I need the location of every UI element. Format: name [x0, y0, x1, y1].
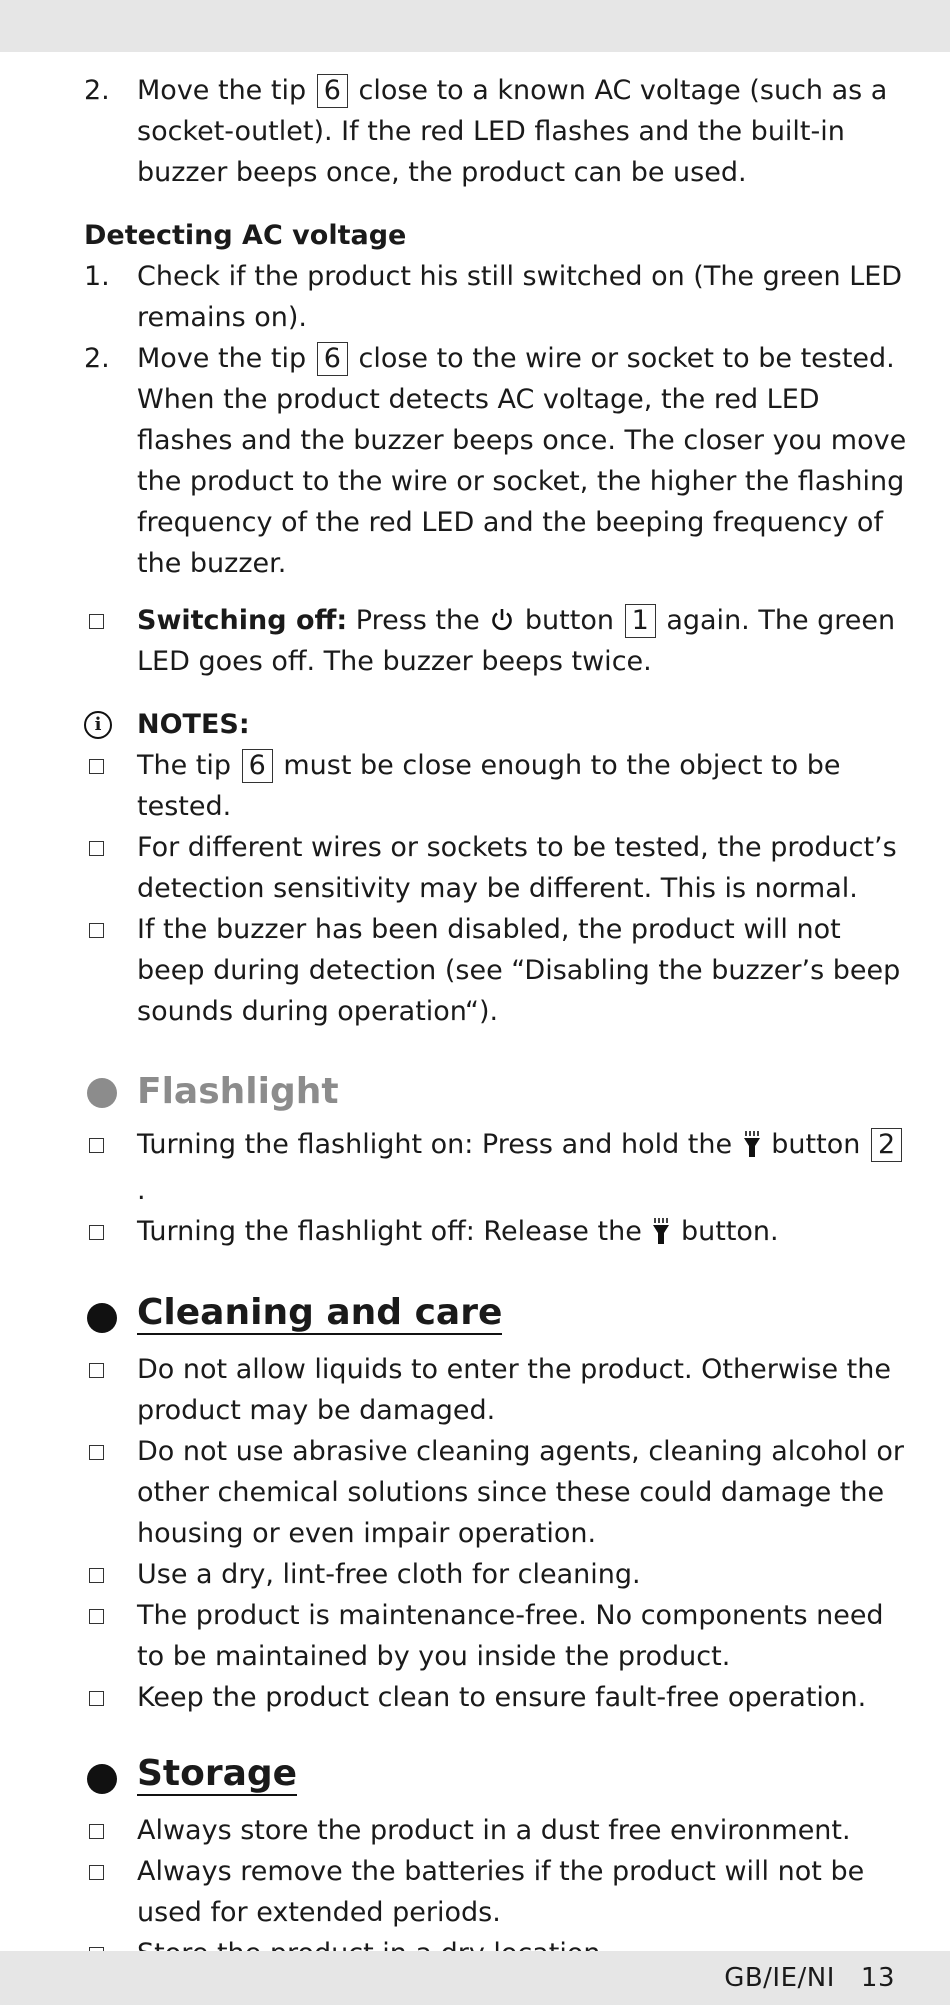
notes-header	[0, 704, 950, 745]
info-icon: i	[84, 711, 112, 739]
list-item	[0, 1431, 950, 1554]
list-item-text: The product is maintenance-free. No components need to be maintained by you inside the product.	[137, 1600, 884, 1672]
ref-box: 6	[242, 749, 273, 783]
note-text: If the buzzer has been disabled, the product will not beep during detection (see “Disabling the buzzer’s beep sounds during operation“).	[137, 914, 901, 1027]
switch-off-text-pre: Press the	[347, 605, 489, 636]
switch-off-text-mid: button	[516, 605, 623, 636]
list-item-text: Always remove the batteries if the product will not be used for extended periods.	[137, 1856, 865, 1928]
step-text-pre: Move the tip	[137, 343, 315, 374]
note-item	[0, 745, 950, 827]
checkbox-square-icon	[89, 614, 104, 629]
detecting-heading: Detecting AC voltage	[84, 220, 407, 251]
checkbox-square-icon	[89, 1225, 104, 1240]
checkbox-square-icon	[89, 923, 104, 938]
section-bullet-icon	[87, 1078, 117, 1108]
checkbox-square-icon	[89, 759, 104, 774]
page-footer	[724, 1963, 895, 1993]
section-title: Storage	[137, 1753, 298, 1794]
switch-off-text-post: again. The green LED goes off. The buzzer beeps twice.	[137, 605, 896, 677]
step-number: 2.	[84, 75, 110, 106]
checkbox-square-icon	[89, 1691, 104, 1706]
note-item	[0, 909, 950, 1032]
step-test-2	[0, 70, 950, 193]
checkbox-square-icon	[89, 1824, 104, 1839]
footer-region: GB/IE/NI	[724, 1963, 835, 1993]
list-item-text: Use a dry, lint-free cloth for cleaning.	[137, 1559, 641, 1590]
checkbox-square-icon	[89, 1865, 104, 1880]
list-item	[0, 1677, 950, 1718]
flashlight-icon	[652, 1216, 670, 1257]
list-item-text: Always store the product in a dust free environment.	[137, 1815, 851, 1846]
flashlight-on-text-pre: Turning the flashlight on: Press and hold the	[137, 1129, 741, 1160]
checkbox-square-icon	[89, 1138, 104, 1153]
ref-box: 6	[317, 342, 348, 376]
ref-box: 2	[871, 1128, 902, 1162]
note-text-pre: The tip	[137, 750, 240, 781]
ref-box: 6	[317, 74, 348, 108]
page-content	[0, 70, 950, 1974]
flashlight-off-text-pre: Turning the flashlight off: Release the	[137, 1216, 651, 1247]
section-flashlight	[0, 1068, 950, 1116]
switch-off-label: Switching off:	[137, 605, 348, 636]
power-icon	[490, 604, 514, 630]
list-item	[0, 1810, 950, 1851]
list-item	[0, 1851, 950, 1933]
flashlight-on-item	[0, 1124, 950, 1211]
checkbox-square-icon	[89, 1445, 104, 1460]
flashlight-on-text-mid: button	[762, 1129, 869, 1160]
list-item	[0, 1349, 950, 1431]
checkbox-square-icon	[89, 1363, 104, 1378]
checkbox-square-icon	[89, 1568, 104, 1583]
notes-title: NOTES:	[137, 709, 250, 740]
checkbox-square-icon	[89, 841, 104, 856]
detecting-step-1	[0, 256, 950, 338]
list-item-text: Do not use abrasive cleaning agents, cleaning alcohol or other chemical solutions since these could damage the housing or even impair operation.	[137, 1436, 905, 1549]
note-text: For different wires or sockets to be tested, the product’s detection sensitivity may be different. This is normal.	[137, 832, 897, 904]
list-item-text: Do not allow liquids to enter the product. Otherwise the product may be damaged.	[137, 1354, 891, 1426]
checkbox-square-icon	[89, 1609, 104, 1624]
list-item	[0, 1595, 950, 1677]
section-title: Cleaning and care	[137, 1292, 503, 1333]
section-bullet-icon	[87, 1303, 117, 1333]
flashlight-icon	[743, 1129, 761, 1170]
ref-box: 1	[625, 604, 656, 638]
flashlight-off-text-post: button.	[672, 1216, 779, 1247]
list-item	[0, 1554, 950, 1595]
section-cleaning	[0, 1293, 950, 1341]
detecting-step-2	[0, 338, 950, 584]
flashlight-on-text-post: .	[137, 1175, 146, 1206]
step-number: 2.	[84, 343, 110, 374]
page-number: 13	[860, 1963, 895, 1993]
step-number: 1.	[84, 261, 110, 292]
note-item	[0, 827, 950, 909]
step-text-post: close to a known AC voltage (such as a socket-outlet). If the red LED flashes and the built-in buzzer beeps once, the product can be used.	[137, 75, 888, 188]
section-storage	[0, 1754, 950, 1802]
step-text: Check if the product his still switched on (The green LED remains on).	[137, 261, 903, 333]
step-text-post: close to the wire or socket to be tested. When the product detects AC voltage, the red LED flashes and the buzzer beeps once. The closer you move the product to the wire or socket, the higher the flashing frequency of the red LED and the beeping frequency of the buzzer.	[137, 343, 907, 579]
section-title: Flashlight	[137, 1071, 339, 1112]
step-text-pre: Move the tip	[137, 75, 315, 106]
flashlight-off-item	[0, 1211, 950, 1257]
note-text-post: must be close enough to the object to be tested.	[137, 750, 841, 822]
top-bar	[0, 0, 950, 52]
section-bullet-icon	[87, 1764, 117, 1794]
list-item-text: Keep the product clean to ensure fault-free operation.	[137, 1682, 867, 1713]
switch-off-item	[0, 600, 950, 682]
